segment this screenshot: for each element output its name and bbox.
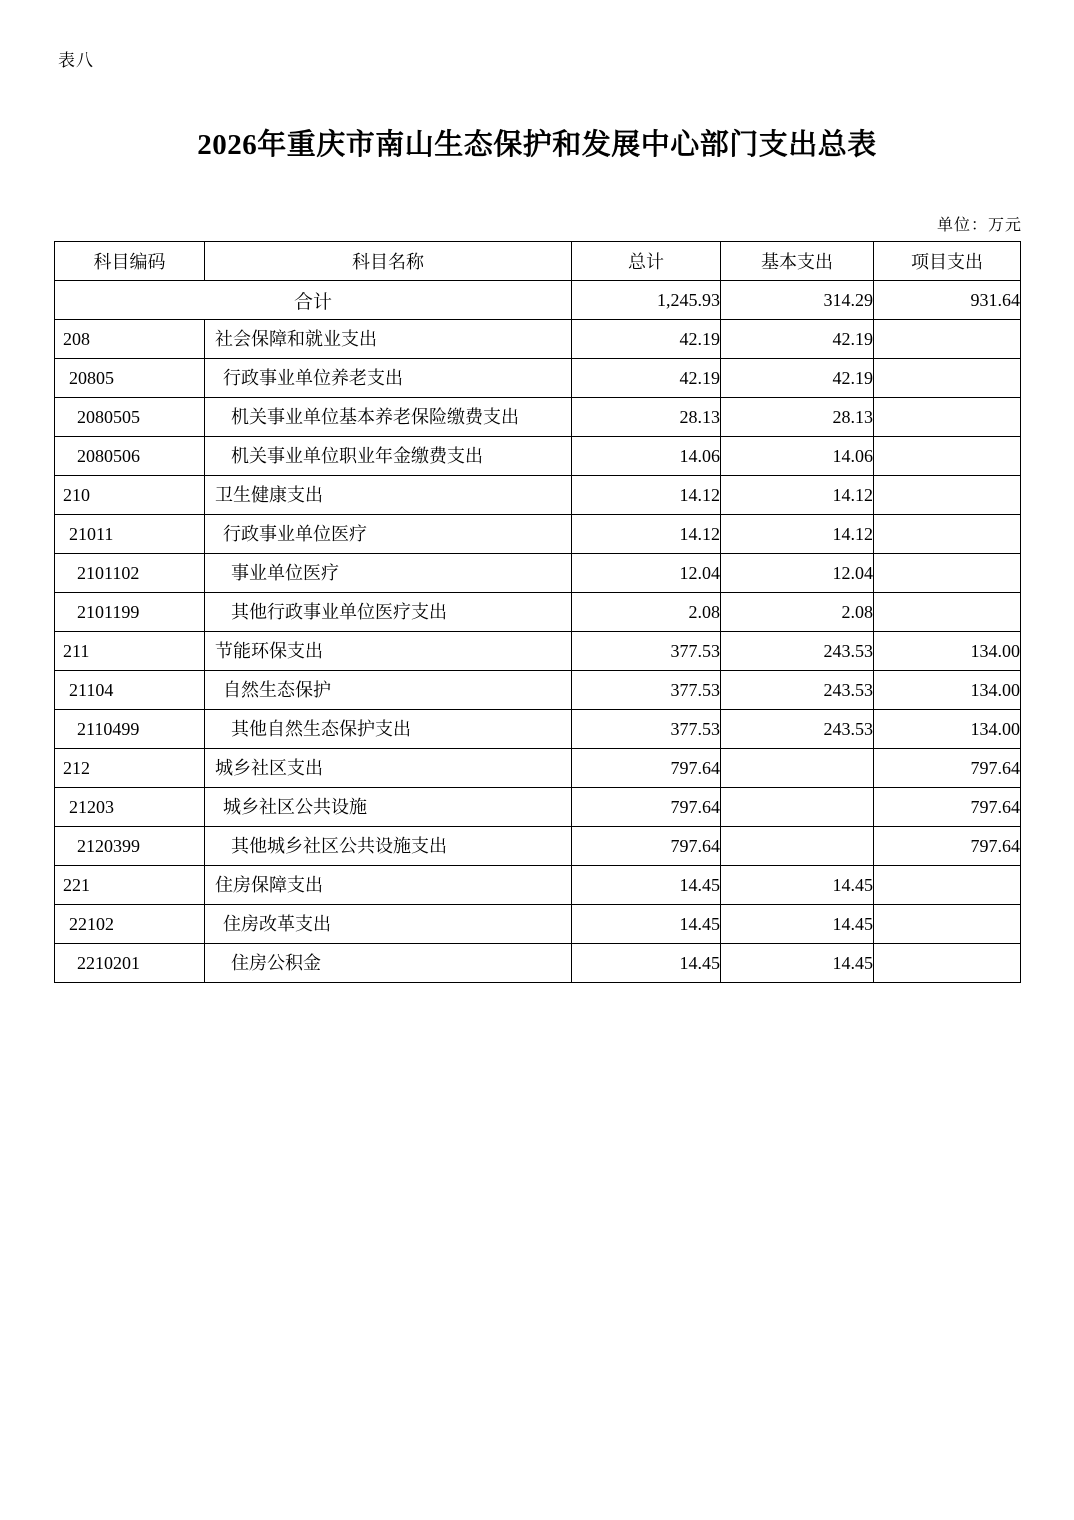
cell-code: 2101199 [55, 593, 205, 632]
cell-code: 2080505 [55, 398, 205, 437]
header-total: 总计 [572, 242, 721, 281]
cell-name: 其他行政事业单位医疗支出 [205, 593, 572, 632]
cell-project [874, 359, 1021, 398]
cell-total: 797.64 [572, 827, 721, 866]
cell-total: 14.45 [572, 944, 721, 983]
cell-total: 14.12 [572, 476, 721, 515]
table-row [55, 905, 1021, 944]
table-row [55, 320, 1021, 359]
cell-project: 797.64 [874, 827, 1021, 866]
table-total-row [55, 281, 1021, 320]
table-row [55, 749, 1021, 788]
unit-note: 单位：万元 [936, 215, 1022, 234]
cell-basic: 14.45 [721, 944, 874, 983]
cell-code: 208 [55, 320, 205, 359]
cell-total: 42.19 [572, 359, 721, 398]
cell-basic: 42.19 [721, 320, 874, 359]
cell-basic: 243.53 [721, 710, 874, 749]
cell-code: 21104 [55, 671, 205, 710]
cell-code: 211 [55, 632, 205, 671]
cell-total: 28.13 [572, 398, 721, 437]
cell-basic: 12.04 [721, 554, 874, 593]
cell-project: 134.00 [874, 710, 1021, 749]
cell-basic [721, 827, 874, 866]
cell-name: 城乡社区支出 [205, 749, 572, 788]
cell-code: 210 [55, 476, 205, 515]
table-header-row [55, 242, 1021, 281]
cell-code: 21011 [55, 515, 205, 554]
cell-code: 2210201 [55, 944, 205, 983]
cell-basic: 14.45 [721, 866, 874, 905]
cell-basic: 28.13 [721, 398, 874, 437]
table-row [55, 827, 1021, 866]
cell-basic: 243.53 [721, 632, 874, 671]
cell-project [874, 944, 1021, 983]
total-row-label: 合计 [55, 281, 572, 320]
table-row [55, 554, 1021, 593]
header-code: 科目编码 [55, 242, 205, 281]
cell-total: 14.06 [572, 437, 721, 476]
table-row [55, 788, 1021, 827]
cell-code: 2120399 [55, 827, 205, 866]
cell-total: 14.45 [572, 866, 721, 905]
cell-total: 377.53 [572, 710, 721, 749]
table-row [55, 944, 1021, 983]
cell-total: 797.64 [572, 788, 721, 827]
cell-code: 2110499 [55, 710, 205, 749]
table-row [55, 671, 1021, 710]
cell-name: 卫生健康支出 [205, 476, 572, 515]
total-row-total: 1,245.93 [572, 281, 721, 320]
table-row [55, 632, 1021, 671]
cell-project [874, 866, 1021, 905]
cell-code: 21203 [55, 788, 205, 827]
cell-project [874, 320, 1021, 359]
budget-table-container [54, 241, 1020, 983]
cell-basic: 14.12 [721, 515, 874, 554]
table-row [55, 359, 1021, 398]
table-row [55, 515, 1021, 554]
cell-project [874, 905, 1021, 944]
cell-total: 2.08 [572, 593, 721, 632]
cell-basic: 14.45 [721, 905, 874, 944]
cell-name: 住房公积金 [205, 944, 572, 983]
cell-code: 22102 [55, 905, 205, 944]
table-row [55, 710, 1021, 749]
cell-total: 14.12 [572, 515, 721, 554]
cell-name: 住房改革支出 [205, 905, 572, 944]
cell-name: 节能环保支出 [205, 632, 572, 671]
cell-code: 2101102 [55, 554, 205, 593]
header-basic: 基本支出 [721, 242, 874, 281]
page-title: 2026年重庆市南山生态保护和发展中心部门支出总表 [197, 129, 877, 161]
total-row-basic: 314.29 [721, 281, 874, 320]
cell-name: 行政事业单位医疗 [205, 515, 572, 554]
cell-total: 42.19 [572, 320, 721, 359]
cell-name: 其他城乡社区公共设施支出 [205, 827, 572, 866]
cell-project [874, 515, 1021, 554]
cell-basic: 2.08 [721, 593, 874, 632]
header-name: 科目名称 [205, 242, 572, 281]
cell-project: 797.64 [874, 788, 1021, 827]
cell-name: 行政事业单位养老支出 [205, 359, 572, 398]
cell-name: 住房保障支出 [205, 866, 572, 905]
table-row [55, 866, 1021, 905]
cell-basic: 14.12 [721, 476, 874, 515]
cell-code: 221 [55, 866, 205, 905]
table-row [55, 593, 1021, 632]
cell-basic: 42.19 [721, 359, 874, 398]
cell-basic: 14.06 [721, 437, 874, 476]
table-row [55, 476, 1021, 515]
cell-name: 机关事业单位基本养老保险缴费支出 [205, 398, 572, 437]
cell-name: 事业单位医疗 [205, 554, 572, 593]
total-row-project: 931.64 [874, 281, 1021, 320]
cell-name: 城乡社区公共设施 [205, 788, 572, 827]
table-row [55, 398, 1021, 437]
cell-project: 134.00 [874, 671, 1021, 710]
cell-basic [721, 788, 874, 827]
cell-name: 社会保障和就业支出 [205, 320, 572, 359]
table-row [55, 437, 1021, 476]
cell-name: 自然生态保护 [205, 671, 572, 710]
cell-project: 134.00 [874, 632, 1021, 671]
cell-name: 其他自然生态保护支出 [205, 710, 572, 749]
cell-project [874, 398, 1021, 437]
cell-basic: 243.53 [721, 671, 874, 710]
cell-project [874, 476, 1021, 515]
cell-name: 机关事业单位职业年金缴费支出 [205, 437, 572, 476]
cell-total: 14.45 [572, 905, 721, 944]
sheet-label: 表八 [58, 51, 94, 71]
cell-code: 212 [55, 749, 205, 788]
cell-project [874, 554, 1021, 593]
expenditure-table [54, 241, 1021, 983]
cell-code: 20805 [55, 359, 205, 398]
cell-basic [721, 749, 874, 788]
cell-project [874, 593, 1021, 632]
cell-total: 797.64 [572, 749, 721, 788]
cell-total: 377.53 [572, 671, 721, 710]
table-body [55, 281, 1021, 983]
cell-project [874, 437, 1021, 476]
cell-total: 377.53 [572, 632, 721, 671]
cell-code: 2080506 [55, 437, 205, 476]
cell-project: 797.64 [874, 749, 1021, 788]
header-project: 项目支出 [874, 242, 1021, 281]
cell-total: 12.04 [572, 554, 721, 593]
